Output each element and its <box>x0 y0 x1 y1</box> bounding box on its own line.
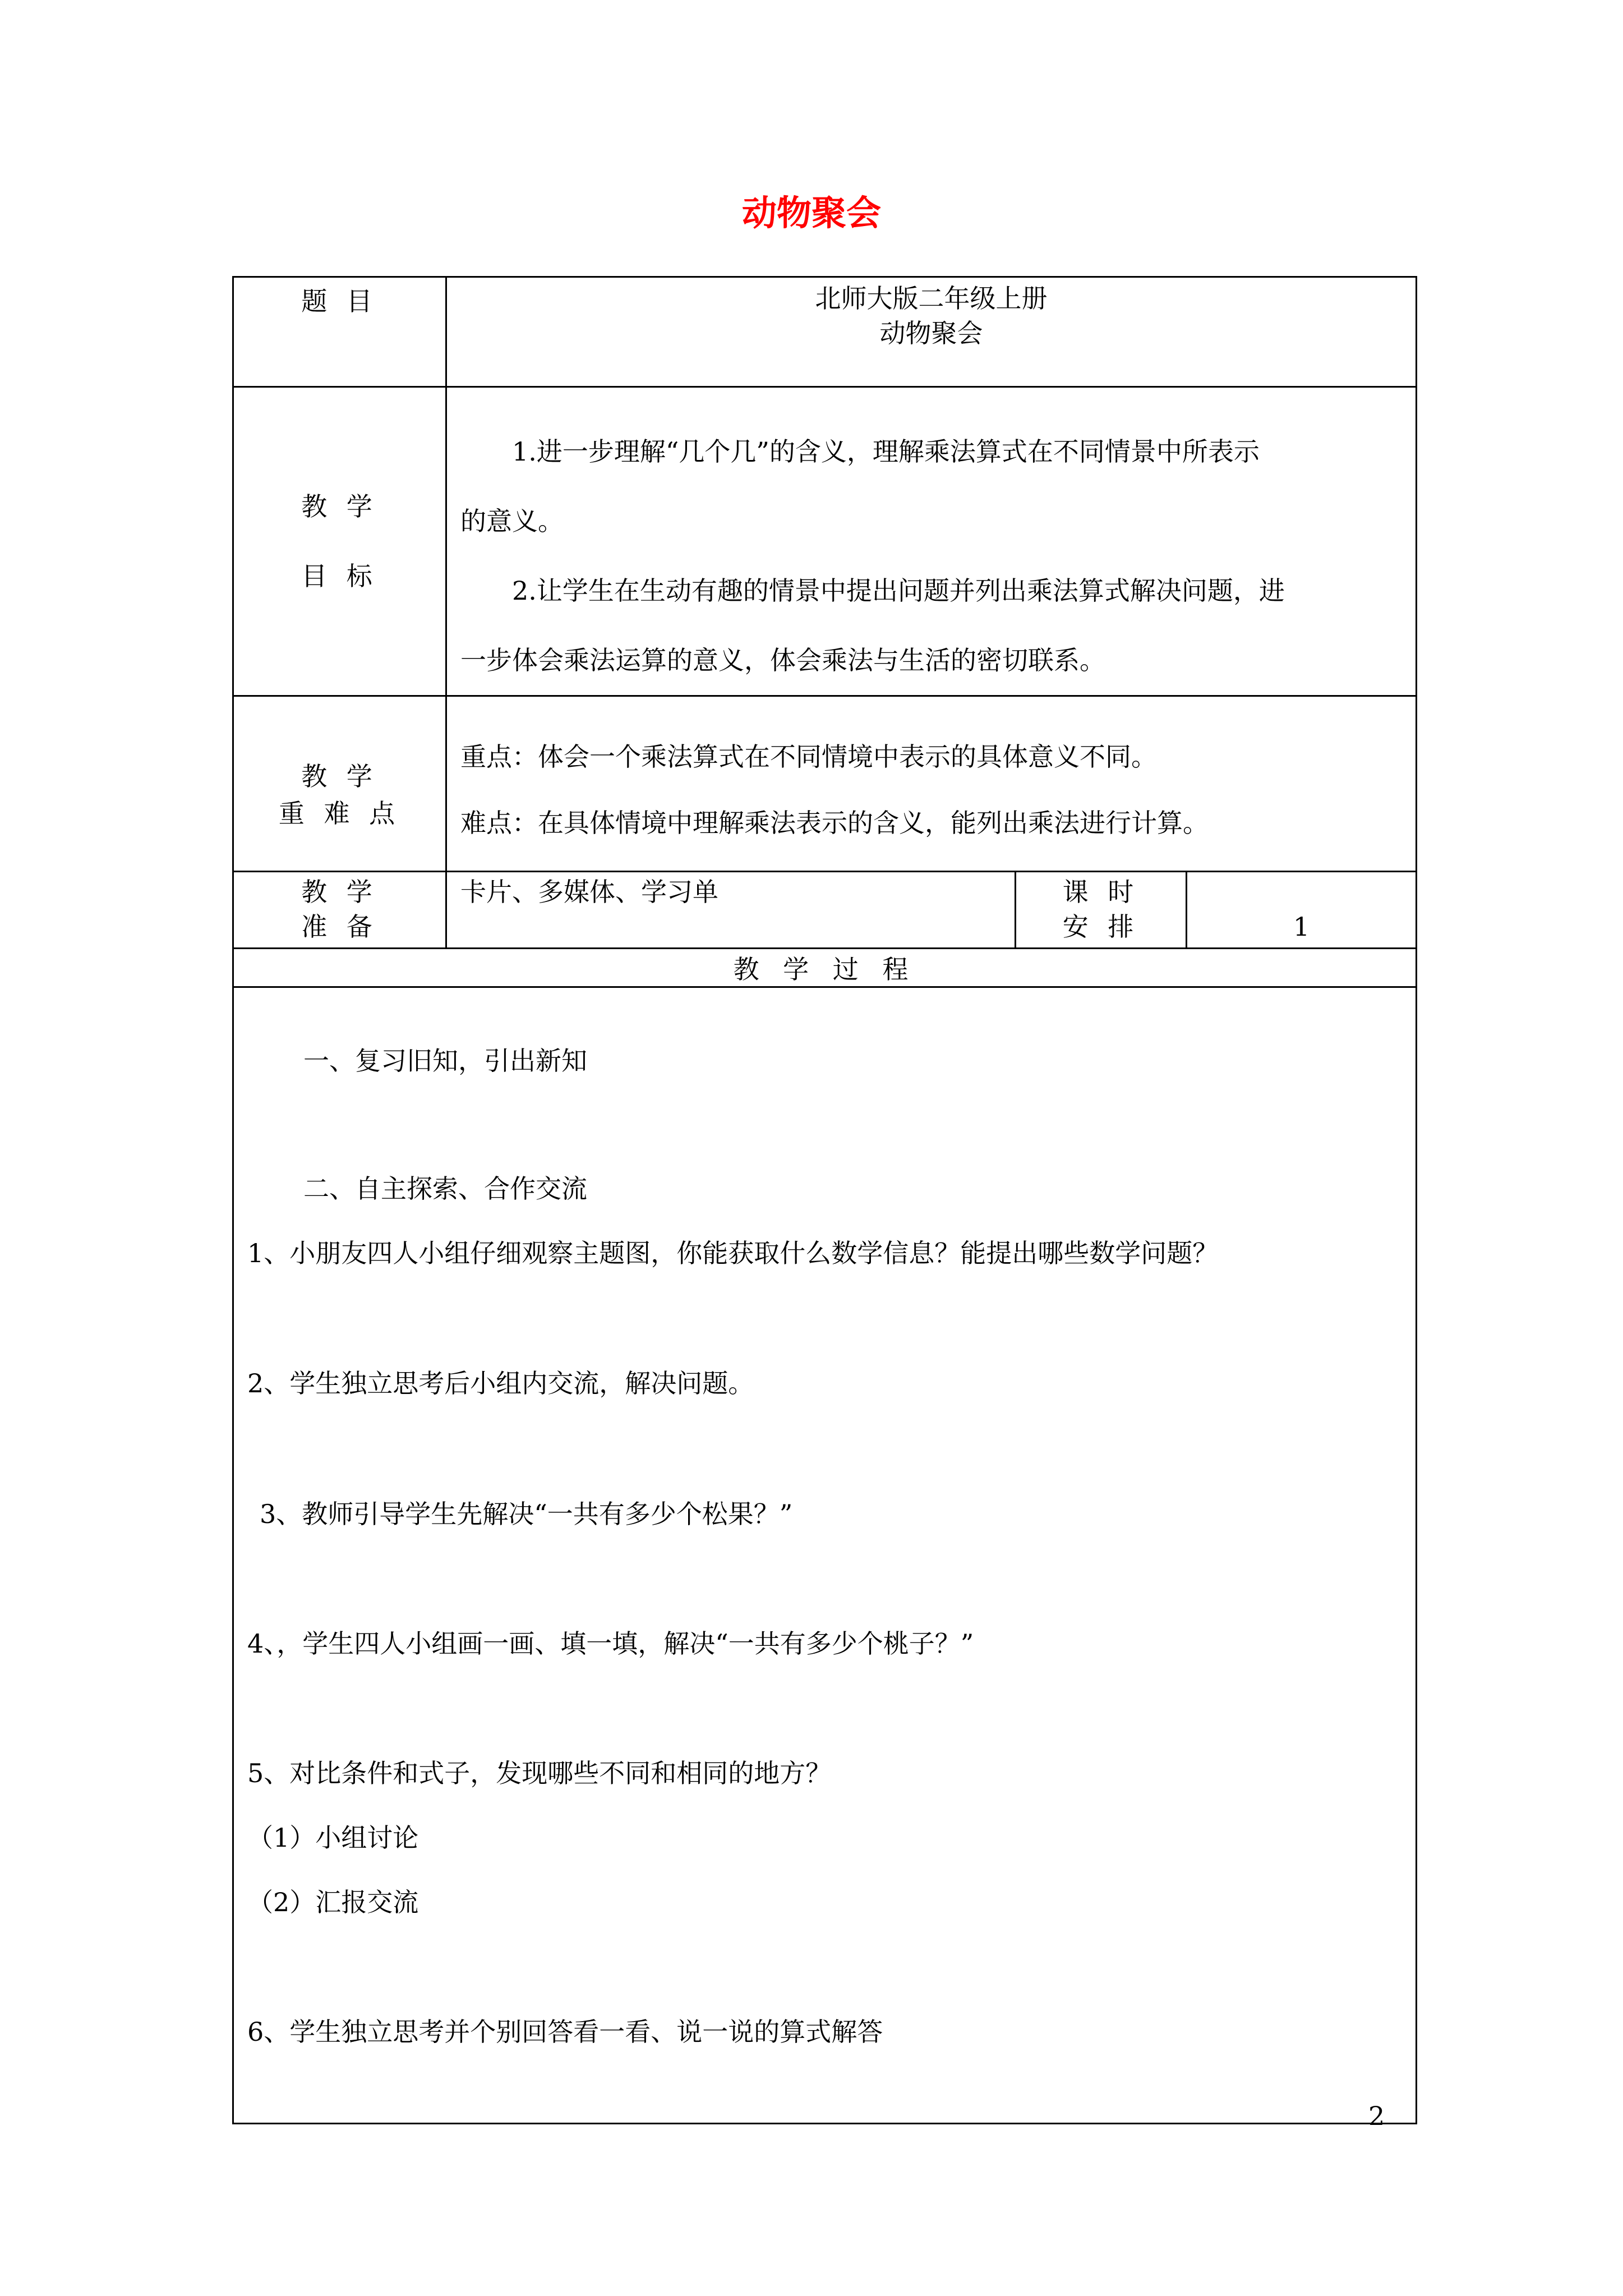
process-item-4: 2、学生独立思考后小组内交流，解决问题。 <box>247 1368 754 1398</box>
preparation-row <box>233 872 1417 949</box>
process-item-3: 1、小朋友四人小组仔细观察主题图，你能获取什么数学信息？能提出哪些数学问题？ <box>247 1238 1219 1268</box>
objectives-label-cell <box>233 387 446 696</box>
objectives-label-line2: 目 标 <box>301 561 378 591</box>
key-points-label-cell <box>233 696 446 872</box>
objective-2-line2: 一步体会乘法运算的意义，体会乘法与生活的密切联系。 <box>460 645 1105 675</box>
topic-content-cell <box>446 277 1417 387</box>
period-label-cell <box>1016 872 1187 949</box>
period-value-cell <box>1187 872 1417 949</box>
objective-1-line1: 1.进一步理解“几个几”的含义，理解乘法算式在不同情景中所表示 <box>512 436 1260 467</box>
process-item-2: 二、自主探索、合作交流 <box>303 1174 587 1204</box>
lesson-plan-table <box>232 276 1417 2124</box>
preparation-content-cell <box>446 872 1016 949</box>
preparation-content: 卡片、多媒体、学习单 <box>460 877 718 907</box>
process-item-1: 一、复习旧知，引出新知 <box>303 1046 587 1076</box>
objectives-row <box>233 387 1417 696</box>
topic-label-cell <box>233 277 446 387</box>
preparation-label-line1: 教 学 <box>301 877 378 907</box>
period-value: 1 <box>1293 912 1310 942</box>
process-item-6: 4、，学生四人小组画一画、填一填，解决“一共有多少个桃子？” <box>247 1628 974 1659</box>
key-points-label-line2: 重 难 点 <box>278 798 401 829</box>
key-difficulty: 难点：在具体情境中理解乘法表示的含义，能列出乘法进行计算。 <box>460 808 1209 838</box>
document-title: 动物聚会 <box>741 192 881 233</box>
topic-line2: 动物聚会 <box>879 318 983 348</box>
process-item-10: 6、学生独立思考并个别回答看一看、说一说的算式解答 <box>247 2017 883 2047</box>
process-body-row <box>233 987 1417 2124</box>
key-points-label-line1: 教 学 <box>301 761 378 792</box>
topic-line1: 北师大版二年级上册 <box>815 283 1048 314</box>
preparation-label-line2: 准 备 <box>301 912 378 942</box>
objective-2-line1: 2.让学生在生动有趣的情景中提出问题并列出乘法算式解决问题，进 <box>512 576 1285 606</box>
objectives-label-line1: 教 学 <box>301 491 378 522</box>
topic-row <box>233 277 1417 387</box>
objective-1-line2: 的意义。 <box>460 506 564 536</box>
process-item-8: （1）小组讨论 <box>247 1823 419 1853</box>
topic-label: 题 目 <box>301 286 378 316</box>
key-points-content-cell <box>446 696 1417 872</box>
period-label-line1: 课 时 <box>1062 877 1140 907</box>
key-points-row <box>233 696 1417 872</box>
page-number: 2 <box>1368 2101 1385 2131</box>
process-item-5: 3、教师引导学生先解决“一共有多少个松果？” <box>260 1499 793 1529</box>
process-header-row <box>233 949 1417 987</box>
process-header: 教 学 过 程 <box>733 954 916 984</box>
key-focus: 重点：体会一个乘法算式在不同情境中表示的具体意义不同。 <box>460 742 1157 772</box>
process-body-cell <box>233 987 1417 2124</box>
process-item-7: 5、对比条件和式子，发现哪些不同和相同的地方？ <box>247 1758 832 1788</box>
process-item-9: （2）汇报交流 <box>247 1887 419 1917</box>
preparation-label-cell <box>233 872 446 949</box>
objectives-content-cell <box>446 387 1417 696</box>
period-label-line2: 安 排 <box>1062 912 1140 942</box>
process-header-cell <box>233 949 1417 987</box>
